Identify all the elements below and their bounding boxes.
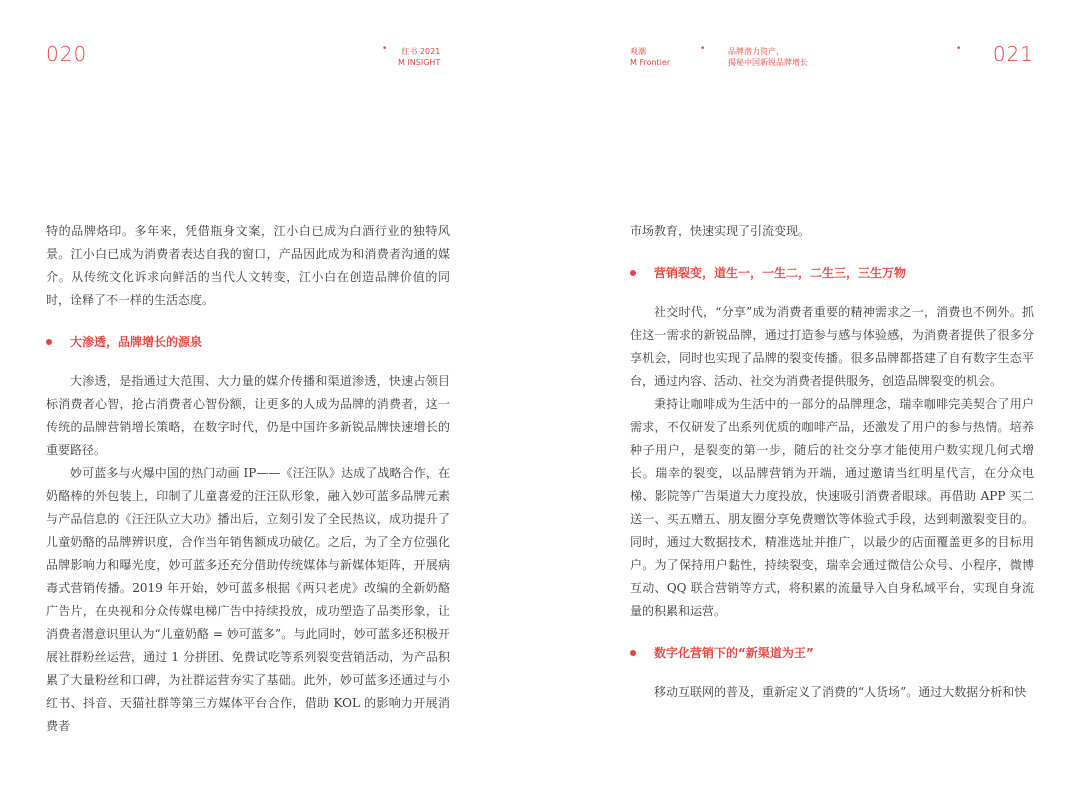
right-header-a-line1: 观潮 xyxy=(630,47,646,56)
right-s1-paragraph-2: 秉持让咖啡成为生活中的一部分的品牌理念，瑞幸咖啡完美契合了用户需求，不仅研发了出系列优质的咖啡产品，还激发了用户的参与热情。培养种子用户，是裂变的第一步，随后的社交分享才能使用户数实现几何式增长。瑞幸的裂变，以品牌营销为开端，通过邀请当红明星代言，在分众电梯、影院等广告渠道大力度投放，快速吸引消费者眼球。再借助 APP 买二送一、买五赠五、朋友圈分享免费赠饮等体验式手段，达到刺激裂变目的。同时，通过大数据技术，精准选址并推广，以最少的店面覆盖更多的目标用户。为了保持用户黏性，持续裂变，瑞幸会通过微信公众号、小程序，微博互动、QQ 联合营销等方式，将积累的流量导入自身私域平台，实现自身流量的积累和运营。 xyxy=(630,397,1034,618)
bullet-dot-icon xyxy=(46,339,52,345)
bullet-dot-icon xyxy=(630,270,636,276)
right-s2-paragraph-1: 移动互联网的普及，重新定义了消费的“人货场”。通过大数据分析和快 xyxy=(654,685,1027,699)
left-text-column xyxy=(46,220,450,738)
right-page-number: 021 xyxy=(992,42,1034,66)
header-separator-dot-icon: • xyxy=(956,44,962,54)
left-running-header xyxy=(398,46,440,68)
right-section2-heading-text: 数字化营销下的“新渠道为王” xyxy=(654,646,814,660)
right-header-b-line1: 品牌潜力资产， xyxy=(728,47,784,56)
right-section1-heading xyxy=(630,263,1034,283)
left-opening-paragraph: 特的品牌烙印。多年来，凭借瓶身文案，江小白已成为白酒行业的独特风景。江小白已成为消费者表达自我的窗口，产品因此成为和消费者沟通的媒介。从传统文化诉求向鲜活的当代人文转变，江小白在创造品牌价值的同时，诠释了不一样的生活态度。 xyxy=(46,224,450,307)
left-section-heading xyxy=(46,332,450,352)
left-page-number: 020 xyxy=(46,42,88,66)
header-separator-dot-icon: • xyxy=(382,44,388,54)
right-section1-heading-text: 营销裂变，道生一，一生二，二生三，三生万物 xyxy=(654,266,907,280)
header-separator-dot-icon: • xyxy=(700,44,706,54)
left-section-heading-text: 大渗透，品牌增长的源泉 xyxy=(70,335,203,349)
left-paragraph-1: 大渗透，是指通过大范围、大力量的媒介传播和渠道渗透，快速占领目标消费者心智，抢占消费者心智份额，让更多的人成为品牌的消费者，这一传统的品牌营销增长策略，在数字时代，仍是中国许多新锐品牌快速增长的重要路径。 xyxy=(46,374,450,457)
right-s1-paragraph-1: 社交时代，“分享”成为消费者重要的精神需求之一，消费也不例外。抓住这一需求的新锐品牌，通过打造参与感与体验感，为消费者提供了很多分享机会，同时也实现了品牌的裂变传播。很多品牌都搭建了自有数字生态平台，通过内容、活动、社交为消费者提供服务，创造品牌裂变的机会。 xyxy=(630,305,1034,388)
right-header-b-line2: 揭秘中国新锐品牌增长 xyxy=(728,58,808,67)
right-running-header-a xyxy=(630,46,670,68)
right-opening-paragraph: 市场教育，快速实现了引流变现。 xyxy=(630,224,811,238)
right-text-column xyxy=(630,220,1034,704)
right-header-a-line2: M Frontier xyxy=(630,58,671,67)
right-section2-heading xyxy=(630,643,1034,663)
right-running-header-b xyxy=(728,46,808,68)
left-paragraph-2: 妙可蓝多与火爆中国的热门动画 IP——《汪汪队》达成了战略合作，在奶酪棒的外包装上，印制了儿童喜爱的汪汪队形象，融入妙可蓝多品牌元素与产品信息的《汪汪队立大功》播出后，立刻引发了全民热议，成功提升了儿童奶酪的品牌辨识度，合作当年销售额成功破亿。之后，为了全方位强化品牌影响力和曝光度，妙可蓝多还充分借助传统媒体与新媒体矩阵，开展病毒式营销传播。2019 年开始，妙可蓝多根据《两只老虎》改编的全新奶酪广告片，在央视和分众传媒电梯广告中持续投放，成功塑造了品类形象，让消费者潜意识里认为“儿童奶酪 = 妙可蓝多”。与此同时，妙可蓝多还积极开展社群粉丝运营，通过 1 分拼团、免费试吃等系列裂变营销活动，为产品积累了大量粉丝和口碑，为社群运营夯实了基础。此外，妙可蓝多还通过与小红书、抖音、天猫社群等第三方媒体平台合作，借助 KOL 的影响力开展消费者 xyxy=(46,466,450,733)
bullet-dot-icon xyxy=(630,650,636,656)
left-header-line2: M INSIGHT xyxy=(398,58,441,67)
left-header-line1: 红书 2021 xyxy=(401,47,441,56)
